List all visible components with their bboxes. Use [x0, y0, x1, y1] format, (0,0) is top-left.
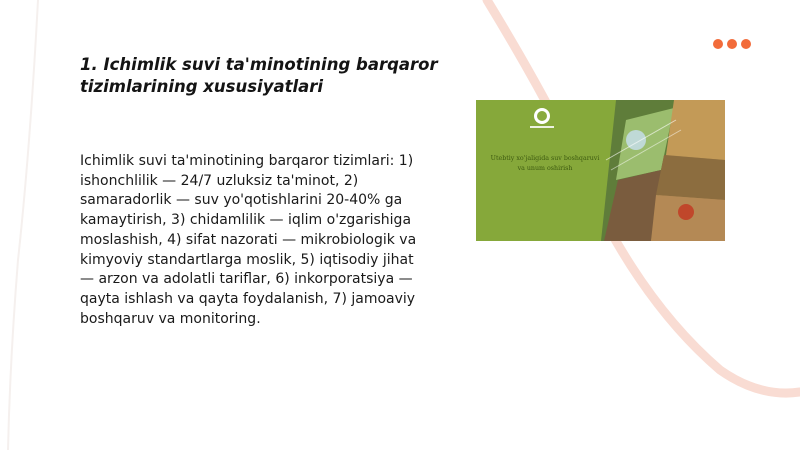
cover-title: Utebtiy xo'jaligida suv boshqaruvi va unum oshirish	[490, 155, 600, 172]
slide-body-text: Ichimlik suvi ta'minotining barqaror tizimlari: 1) ishonchlilik — 24/7 uzluksiz ta'minot, 2) samaradorlik — suv yo'qotishlarini 20-40% ga kamaytirish, 3) chidamlilik — iqlim o'zgarishiga moslashish, 4) sifat nazorati — mikrobiologik va kimyoviy standartlarga moslik, 5) iqtisodiy jihat — arzon va adolatli tariflar, 6) inkorporatsiya — qayta ishlash va qayta foydalanish, 7) jamoaviy boshqaruv va monitoring.	[80, 153, 417, 327]
cover-image	[476, 100, 725, 241]
dot	[713, 39, 723, 49]
decorative-arc-left	[8, 0, 38, 450]
more-dots-icon	[713, 39, 751, 49]
dot	[741, 39, 751, 49]
slide-title: 1. Ichimlik suvi ta'minotining barqaror tizimlarining xususiyatlari	[80, 55, 438, 96]
dot	[727, 39, 737, 49]
